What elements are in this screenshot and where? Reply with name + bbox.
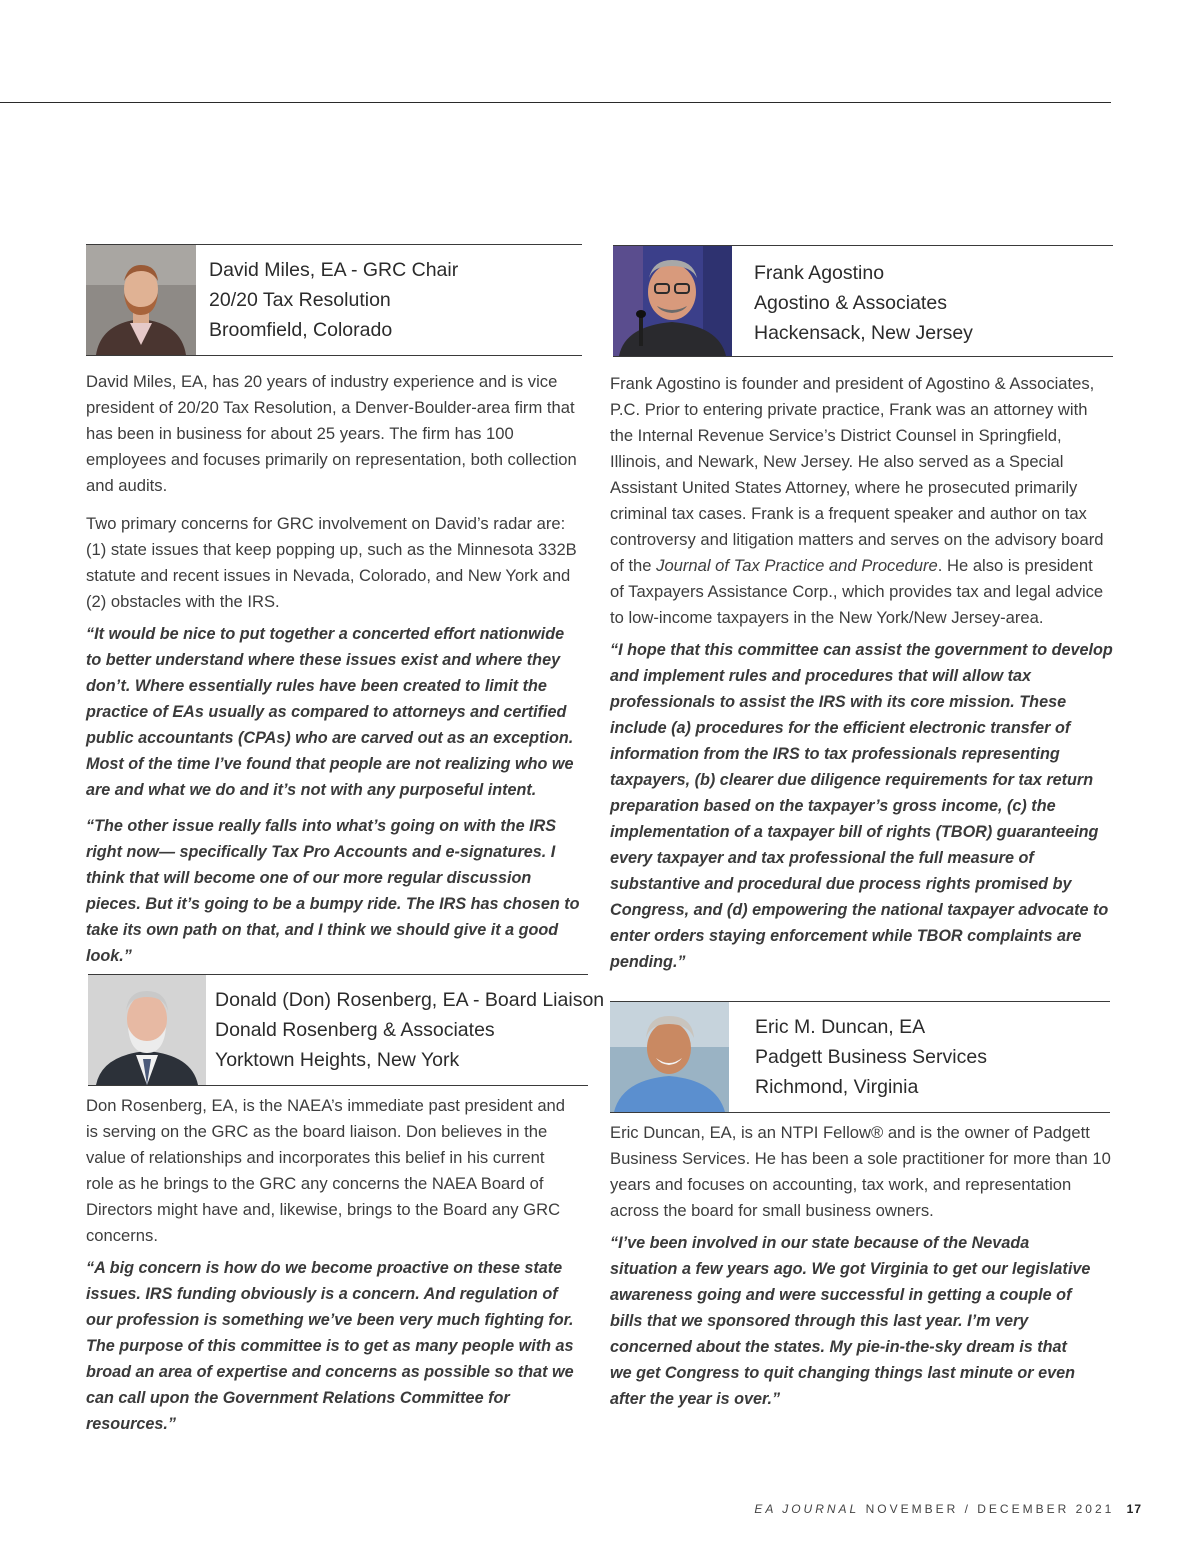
issue-date: NOVEMBER / DECEMBER 2021 [865, 1502, 1115, 1516]
bio-paragraph: Don Rosenberg, EA, is the NAEA’s immediate past president and is serving on the GRC as the board liaison. Don believes in the value of relationships and incorporates this belief in his current role as he brings to the GRC any concerns the NAEA Board of Directors might have and, likewise, brings to the Board any GRC concerns. [86, 1096, 566, 1245]
bio [86, 369, 582, 969]
profile-header [610, 1001, 1110, 1113]
quote: “The other issue really falls into what’s going on with the IRS right now— specifically Tax Pro Accounts and e-signatures. I think that will become one of our more regular discussion pieces. But it’s going to be a bumpy ride. The IRS has chosen to take its own path on that, and I think we should give it a good look.” [86, 817, 580, 965]
caption [755, 1002, 987, 1112]
bio-text: . He also is president of Taxpayers Assistance Corp., which provides tax and legal advice to low-income taxpayers in the New York/New Jersey-area. [610, 556, 1104, 627]
bio-paragraph: Eric Duncan, EA, is an NTPI Fellow® and is the owner of Padgett Business Services. He has been a sole practitioner for more than 10 years and focuses on accounting, tax work, and representation across the board for small business owners. [610, 1123, 1111, 1220]
person-company: Donald Rosenberg & Associates [215, 1019, 495, 1041]
profile-david-miles [86, 244, 582, 981]
top-rule [0, 102, 1111, 103]
profile-header [88, 974, 605, 1086]
person-location: Yorktown Heights, New York [215, 1049, 460, 1071]
photo-david-miles [86, 245, 196, 355]
journal-name: EA JOURNAL [754, 1502, 860, 1516]
bio-paragraph: Two primary concerns for GRC involvement on David’s radar are: (1) state issues that keep popping up, such as the Minnesota 332B statute and recent issues in Nevada, Colorado, and New York and (2) obstacles with the IRS. [86, 514, 577, 611]
page-number: 17 [1126, 1502, 1142, 1516]
page-footer [754, 1502, 1142, 1516]
profile-frank-agostino [610, 245, 1113, 987]
caption [754, 249, 973, 356]
person-location: Broomfield, Colorado [209, 319, 393, 341]
person-company: Agostino & Associates [754, 291, 947, 314]
quote: “I’ve been involved in our state because of the Nevada situation a few years ago. We got Virginia to get our legislative awareness going and were successful in getting a couple of bills that we sponsored through this last year. I’m very concerned about the states. My pie-in-the-sky dream is that we get Congress to quit changing things last minute or even after the year is over.” [610, 1234, 1091, 1408]
journal-title: Journal of Tax Practice and Procedure [656, 556, 938, 575]
quote: “It would be nice to put together a concerted effort nationwide to better understand where these issues exist and where they don’t. Where essentially rules have been created to limit the practice of EAs usually as compared to attorneys and certified public accountants (CPAs) who are carved out as an exception. Most of the time I’ve found that people are not realizing who we are and what we do and it’s not with any purposeful intent. [86, 625, 574, 799]
bio [610, 1120, 1110, 1412]
person-name: Donald (Don) Rosenberg, EA - Board Liaison [215, 989, 605, 1011]
caption [209, 245, 458, 355]
person-location: Hackensack, New Jersey [754, 321, 973, 344]
bio-paragraph [610, 371, 1107, 631]
quote: “A big concern is how do we become proactive on these state issues. IRS funding obviously is a concern. And regulation of our profession is something we’ve been very much fighting for. The purpose of this committee is to get as many people with as broad an area of expertise and concerns as possible so that we can call upon the Government Relations Committee for resources.” [86, 1259, 574, 1433]
bio [610, 371, 1113, 975]
person-location: Richmond, Virginia [755, 1076, 919, 1098]
bio-paragraph: David Miles, EA, has 20 years of industry experience and is vice president of 20/20 Tax Resolution, a Denver-Boulder-area firm that has been in business for about 25 years. The firm has 100 employees and focuses primarily on representation, both collection and audits. [86, 372, 577, 495]
profile-header [86, 244, 582, 356]
photo-donald-rosenberg [88, 975, 206, 1085]
bio-text: Frank Agostino is founder and president of Agostino & Associates, P.C. Prior to entering private practice, Frank was an attorney with the Internal Revenue Service’s District Counsel in Springfield, Illinois, and Newark, New Jersey. He also served as a Special Assistant United States Attorney, where he prosecuted primarily criminal tax cases. Frank is a frequent speaker and author on tax controversy and litigation matters and serves on the advisory board of the [610, 374, 1104, 575]
person-name: Eric M. Duncan, EA [755, 1016, 926, 1038]
caption [215, 975, 604, 1085]
photo-eric-duncan [610, 1002, 729, 1112]
profile-donald-rosenberg [86, 974, 605, 1449]
person-name: Frank Agostino [754, 261, 885, 284]
quote: “I hope that this committee can assist the government to develop and implement rules and procedures that will allow tax professionals to assist the IRS with its core mission. These include (a) procedures for the efficient electronic transfer of information from the IRS to tax professionals representing taxpayers, (b) clearer due diligence requirements for tax return preparation based on the taxpayer’s gross income, (c) the implementation of a taxpayer bill of rights (TBOR) guaranteeing every taxpayer and tax professional the full measure of substantive and procedural due process rights promised by Congress, and (d) empowering the national taxpayer advocate to enter orders staying enforcement while TBOR complaints are pending.” [610, 641, 1113, 971]
bio [86, 1093, 588, 1437]
person-company: 20/20 Tax Resolution [209, 289, 391, 311]
profile-header [613, 245, 1113, 357]
person-name: David Miles, EA - GRC Chair [209, 259, 459, 281]
photo-frank-agostino [613, 246, 732, 356]
person-company: Padgett Business Services [755, 1046, 987, 1068]
profile-eric-duncan [610, 1001, 1110, 1424]
